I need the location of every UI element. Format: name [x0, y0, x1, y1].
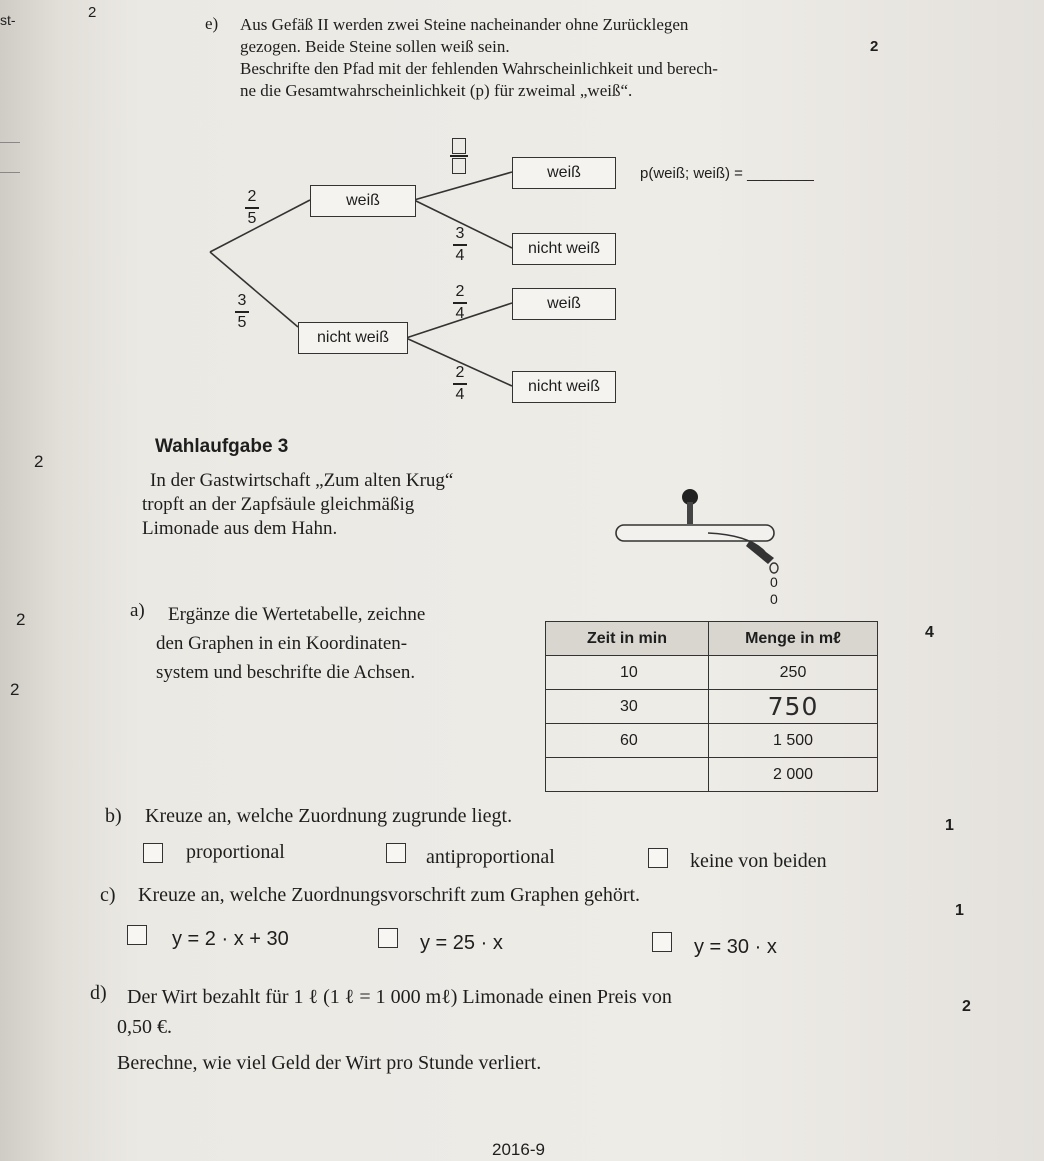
points: 1	[955, 902, 964, 919]
intro-text	[142, 469, 562, 541]
denominator: 5	[247, 209, 257, 227]
checkbox-antiproportional[interactable]	[386, 843, 406, 863]
leaf-label: weiß	[547, 295, 581, 312]
table-cell: 1 500	[709, 724, 878, 758]
table-cell: 10	[546, 656, 709, 690]
checkbox-option-2[interactable]	[378, 928, 398, 948]
drop: 0	[770, 574, 778, 590]
checkbox-option-1[interactable]	[127, 925, 147, 945]
table-row	[546, 690, 878, 724]
text-line: system und beschrifte die Achsen.	[156, 662, 416, 683]
text-line: In der Gastwirtschaft „Zum alten Krug“	[150, 470, 454, 491]
text-line: gezogen. Beide Steine sollen weiß sein.	[240, 37, 510, 56]
task-label: e)	[205, 14, 219, 33]
numerator-box[interactable]	[452, 138, 466, 154]
numerator: 3	[237, 292, 247, 309]
tree-leaf-nicht-weiss	[512, 233, 616, 265]
text-line: 0,50 €.	[117, 1016, 172, 1038]
checkbox-keine-von-beiden[interactable]	[648, 848, 668, 868]
drop	[770, 563, 778, 573]
drops	[770, 574, 778, 608]
text-line: Berechne, wie viel Geld der Wirt pro Stunde verliert.	[117, 1052, 542, 1074]
leaf-label: nicht weiß	[527, 378, 601, 395]
option-label: keine von beiden	[690, 850, 827, 872]
tree-lines	[0, 0, 1044, 420]
missing-probability-field[interactable]	[450, 138, 468, 174]
table-row	[546, 656, 878, 690]
margin-number: 2	[10, 680, 20, 699]
numerator: 3	[455, 225, 465, 242]
margin-number: 2	[16, 610, 26, 629]
tap-pipe	[616, 525, 774, 541]
text-line: den Graphen in ein Koordinaten-	[156, 633, 408, 654]
points: 1	[945, 817, 954, 834]
table-row	[546, 758, 878, 792]
branch-line	[414, 172, 512, 200]
branch-line	[210, 200, 310, 252]
denominator-box[interactable]	[452, 158, 466, 174]
probability-fraction	[453, 283, 467, 323]
table-row	[546, 724, 878, 758]
numerator: 2	[455, 283, 465, 300]
probability-fraction	[235, 292, 249, 332]
answer-line[interactable]: p(weiß; weiß) = ________	[640, 165, 814, 182]
table-cell: 2 000	[709, 758, 878, 792]
task-label: b)	[105, 805, 122, 827]
table-cell: 30	[546, 690, 709, 724]
tree-node-weiss	[310, 185, 416, 217]
task-label: d)	[90, 982, 107, 1004]
section-title: Wahlaufgabe 3	[155, 436, 289, 457]
branch-line	[210, 252, 298, 327]
drop: 0	[770, 591, 778, 607]
numerator: 2	[455, 364, 465, 381]
table-header-row	[546, 622, 878, 656]
numerator: 2	[247, 188, 257, 205]
tree-leaf-weiss	[512, 157, 616, 189]
value-table	[545, 621, 878, 792]
text-line: ne die Gesamtwahrscheinlichkeit (p) für zweimal „weiß“.	[240, 81, 633, 100]
column-header: Zeit in min	[546, 622, 709, 656]
denominator: 4	[455, 246, 465, 264]
tree-node-nicht-weiss	[298, 322, 408, 354]
denominator: 4	[455, 304, 465, 322]
points: 2	[962, 998, 971, 1015]
page-footer: 2016-9	[492, 1140, 545, 1159]
text-line: Limonade aus dem Hahn.	[142, 518, 338, 539]
margin-number: 2	[88, 4, 97, 21]
tree-leaf-nicht-weiss	[512, 371, 616, 403]
formula-option: y = 2 · x + 30	[172, 928, 289, 950]
task-label: a)	[130, 600, 145, 621]
points: 4	[925, 624, 934, 641]
task-c-text: Kreuze an, welche Zuordnungsvorschrift zum Graphen gehört.	[138, 884, 641, 906]
leaf-label: weiß	[547, 164, 581, 181]
tap-nozzle	[746, 540, 774, 564]
task-d-text	[117, 982, 927, 1078]
task-label: c)	[100, 884, 116, 906]
denominator: 5	[237, 313, 247, 331]
task-b-text: Kreuze an, welche Zuordnung zugrunde liegt.	[145, 805, 513, 827]
text-line: Der Wirt bezahlt für 1 ℓ (1 ℓ = 1 000 mℓ) Limonade einen Preis von	[127, 986, 672, 1008]
option-label: antiproportional	[426, 846, 555, 868]
formula-option: y = 30 · x	[694, 936, 777, 958]
node-label: nicht weiß	[316, 329, 390, 346]
points: 2	[870, 38, 879, 55]
text-line: Beschrifte den Pfad mit der fehlenden Wahrscheinlichkeit und berech-	[240, 59, 718, 78]
formula-option: y = 25 · x	[420, 932, 503, 954]
tap-stem	[687, 502, 693, 524]
checkbox-proportional[interactable]	[143, 843, 163, 863]
node-label: weiß	[346, 192, 380, 209]
handwritten-answer-cell[interactable]: 750	[709, 690, 878, 724]
column-header: Menge in mℓ	[709, 622, 878, 656]
tree-leaf-weiss	[512, 288, 616, 320]
leaf-label: nicht weiß	[527, 240, 601, 257]
empty-answer-cell[interactable]	[546, 758, 709, 792]
text-line: Aus Gefäß II werden zwei Steine nacheinander ohne Zurücklegen	[240, 15, 689, 34]
table-cell: 250	[709, 656, 878, 690]
task-a-text	[156, 600, 528, 687]
probability-fraction	[453, 225, 467, 265]
margin-text: st-	[0, 12, 16, 28]
text-line: tropft an der Zapfsäule gleichmäßig	[142, 494, 415, 515]
denominator: 4	[455, 385, 465, 403]
option-label: proportional	[186, 841, 285, 863]
table-cell: 60	[546, 724, 709, 758]
checkbox-option-3[interactable]	[652, 932, 672, 952]
probability-fraction	[453, 364, 467, 404]
probability-fraction	[245, 188, 259, 228]
text-line: Ergänze die Wertetabelle, zeichne	[168, 604, 426, 625]
margin-number: 2	[34, 452, 44, 471]
